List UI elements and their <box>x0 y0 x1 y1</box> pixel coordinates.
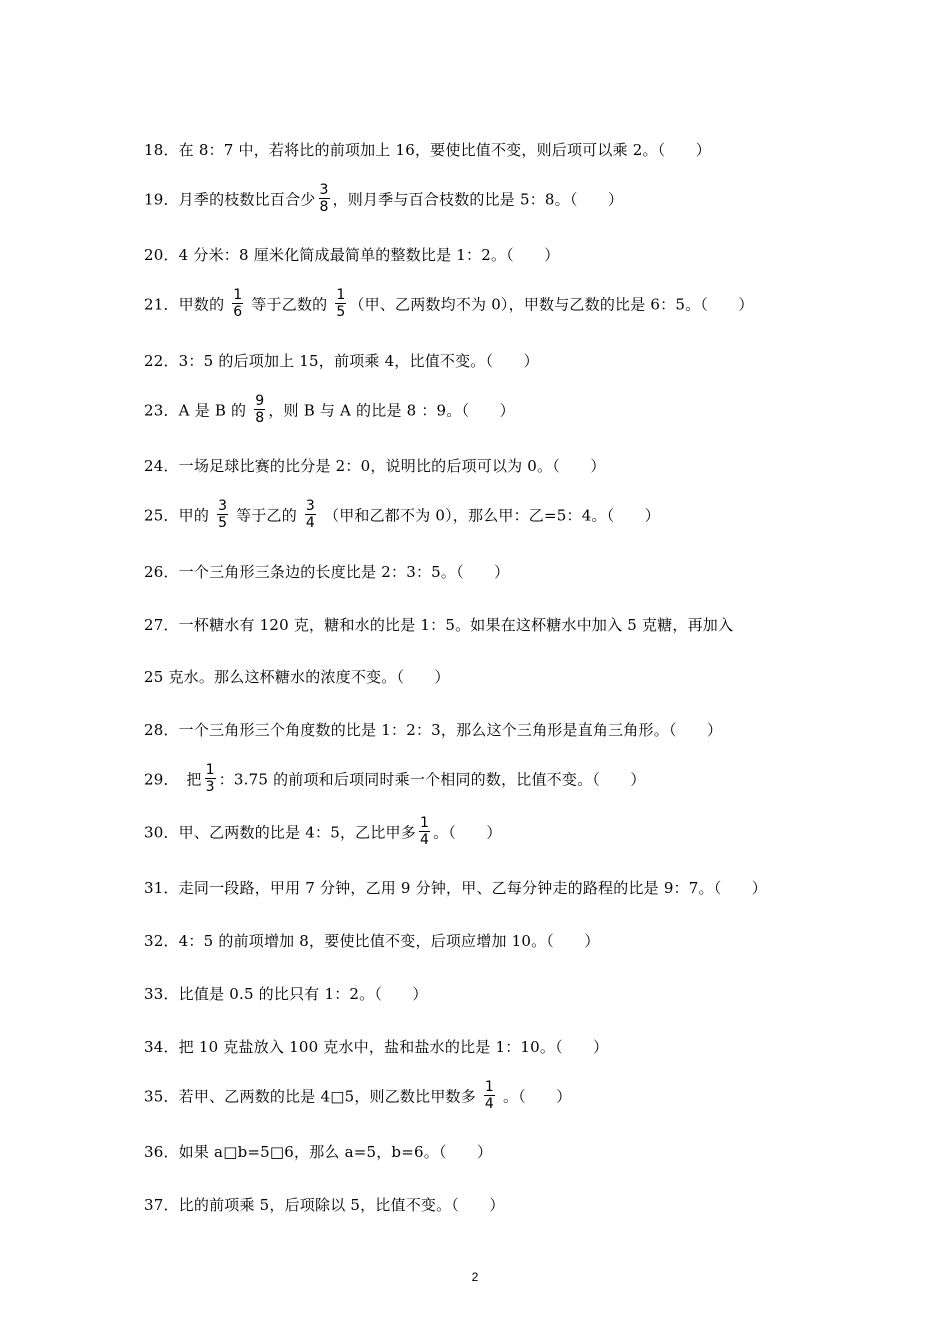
question-20 <box>144 246 559 264</box>
denominator: 3 <box>205 779 215 795</box>
question-31 <box>144 879 767 897</box>
question-text: 20．4 分米：8 厘米化简成最简单的整数比是 1：2。（ ） <box>144 246 560 264</box>
fraction <box>335 287 346 320</box>
question-text: ，则 B 与 A 的比是 8 ：9。（ ） <box>268 401 515 420</box>
question-text: 19．月季的枝数比百合少 <box>144 190 316 209</box>
denominator: 5 <box>336 304 346 320</box>
question-text: （甲和乙都不为 0），那么甲：乙=5：4。（ ） <box>319 506 660 525</box>
denominator: 8 <box>255 410 265 426</box>
question-text: ，则月季与百合枝数的比是 5：8。（ ） <box>332 190 624 209</box>
denominator: 4 <box>305 515 316 531</box>
question-text: 18．在 8：7 中，若将比的前项加上 16，要使比值不变，则后项可以乘 2。（ ） <box>144 141 711 159</box>
question-28 <box>144 721 722 739</box>
question-text: 25．甲的 <box>144 506 215 525</box>
fraction <box>319 182 330 215</box>
fraction <box>305 498 316 531</box>
numerator: 3 <box>319 182 329 198</box>
question-29 <box>144 764 646 797</box>
question-33 <box>144 985 428 1003</box>
question-text: 29． 把 <box>144 770 202 789</box>
question-30 <box>144 817 502 850</box>
question-22 <box>144 352 539 370</box>
question-text: 34．把 10 克盐放入 100 克水中，盐和盐水的比是 1：10。（ ） <box>144 1038 609 1056</box>
question-text: 。（ ） <box>433 823 502 842</box>
fraction <box>484 1079 495 1112</box>
numerator: 1 <box>484 1079 494 1095</box>
question-text: 28．一个三角形三个角度数的比是 1：2：3，那么这个三角形是直角三角形。（ ） <box>144 721 723 739</box>
question-text: 25 克水。那么这杯糖水的浓度不变。（ ） <box>144 668 450 686</box>
question-26 <box>144 563 509 581</box>
question-text: 31．走同一段路，甲用 7 分钟，乙用 9 分钟，甲、乙每分钟走的路程的比是 9：7。（ ） <box>144 879 768 897</box>
question-text: 等于乙的 <box>231 506 302 525</box>
denominator: 6 <box>233 304 243 320</box>
question-18 <box>144 141 711 159</box>
fraction <box>205 762 216 795</box>
numerator: 3 <box>218 498 228 514</box>
question-text: 22．3：5 的后项加上 15，前项乘 4，比值不变。（ ） <box>144 352 539 370</box>
question-text: 33．比值是 0.5 的比只有 1：2。（ ） <box>144 985 428 1003</box>
denominator: 8 <box>319 199 329 215</box>
numerator: 1 <box>419 815 430 831</box>
question-34 <box>144 1038 608 1056</box>
question-37 <box>144 1196 505 1214</box>
denominator: 4 <box>484 1096 494 1112</box>
fraction <box>419 815 430 848</box>
question-text: （甲、乙两数均不为 0），甲数与乙数的比是 6：5。（ ） <box>349 295 754 314</box>
question-text: 27．一杯糖水有 120 克，糖和水的比是 1：5。如果在这杯糖水中加入 5 克糖，再加入 <box>144 616 734 634</box>
question-27 <box>144 616 733 634</box>
question-text: 23．A 是 B 的 <box>144 401 252 420</box>
question-23 <box>144 395 515 428</box>
question-text: 30．甲、乙两数的比是 4：5，乙比甲多 <box>144 823 416 842</box>
question-text: 等于乙数的 <box>246 295 333 314</box>
question-text: 21．甲数的 <box>144 295 230 314</box>
question-text: ：3.75 的前项和后项同时乘一个相同的数，比值不变。（ ） <box>218 770 646 789</box>
question-text: 。（ ） <box>498 1087 572 1106</box>
question-32 <box>144 932 600 950</box>
numerator: 9 <box>255 393 265 409</box>
question-36 <box>144 1143 492 1161</box>
denominator: 5 <box>218 515 228 531</box>
question-text: 35．若甲、乙两数的比是 4□5，则乙数比甲数多 <box>144 1087 481 1106</box>
question-25 <box>144 500 660 533</box>
question-text: 37．比的前项乘 5，后项除以 5，比值不变。（ ） <box>144 1196 505 1214</box>
question-24 <box>144 457 606 475</box>
question-35 <box>144 1081 571 1114</box>
numerator: 3 <box>305 498 316 514</box>
fraction <box>232 287 243 320</box>
denominator: 4 <box>419 832 430 848</box>
question-text: 36．如果 a□b=5□6，那么 a=5，b=6。（ ） <box>144 1143 493 1161</box>
question-21 <box>144 289 754 322</box>
question-text: 24．一场足球比赛的比分是 2：0，说明比的后项可以为 0。（ ） <box>144 457 606 475</box>
page-number: 2 <box>471 1270 479 1284</box>
numerator: 1 <box>205 762 215 778</box>
question-19 <box>144 184 623 217</box>
question-text: 26．一个三角形三条边的长度比是 2：3：5。（ ） <box>144 563 510 581</box>
question-27-continued <box>144 668 450 686</box>
question-text: 32．4：5 的前项增加 8，要使比值不变，后项应增加 10。（ ） <box>144 932 600 950</box>
numerator: 1 <box>233 287 243 303</box>
fraction <box>254 393 265 426</box>
fraction <box>217 498 228 531</box>
numerator: 1 <box>336 287 346 303</box>
